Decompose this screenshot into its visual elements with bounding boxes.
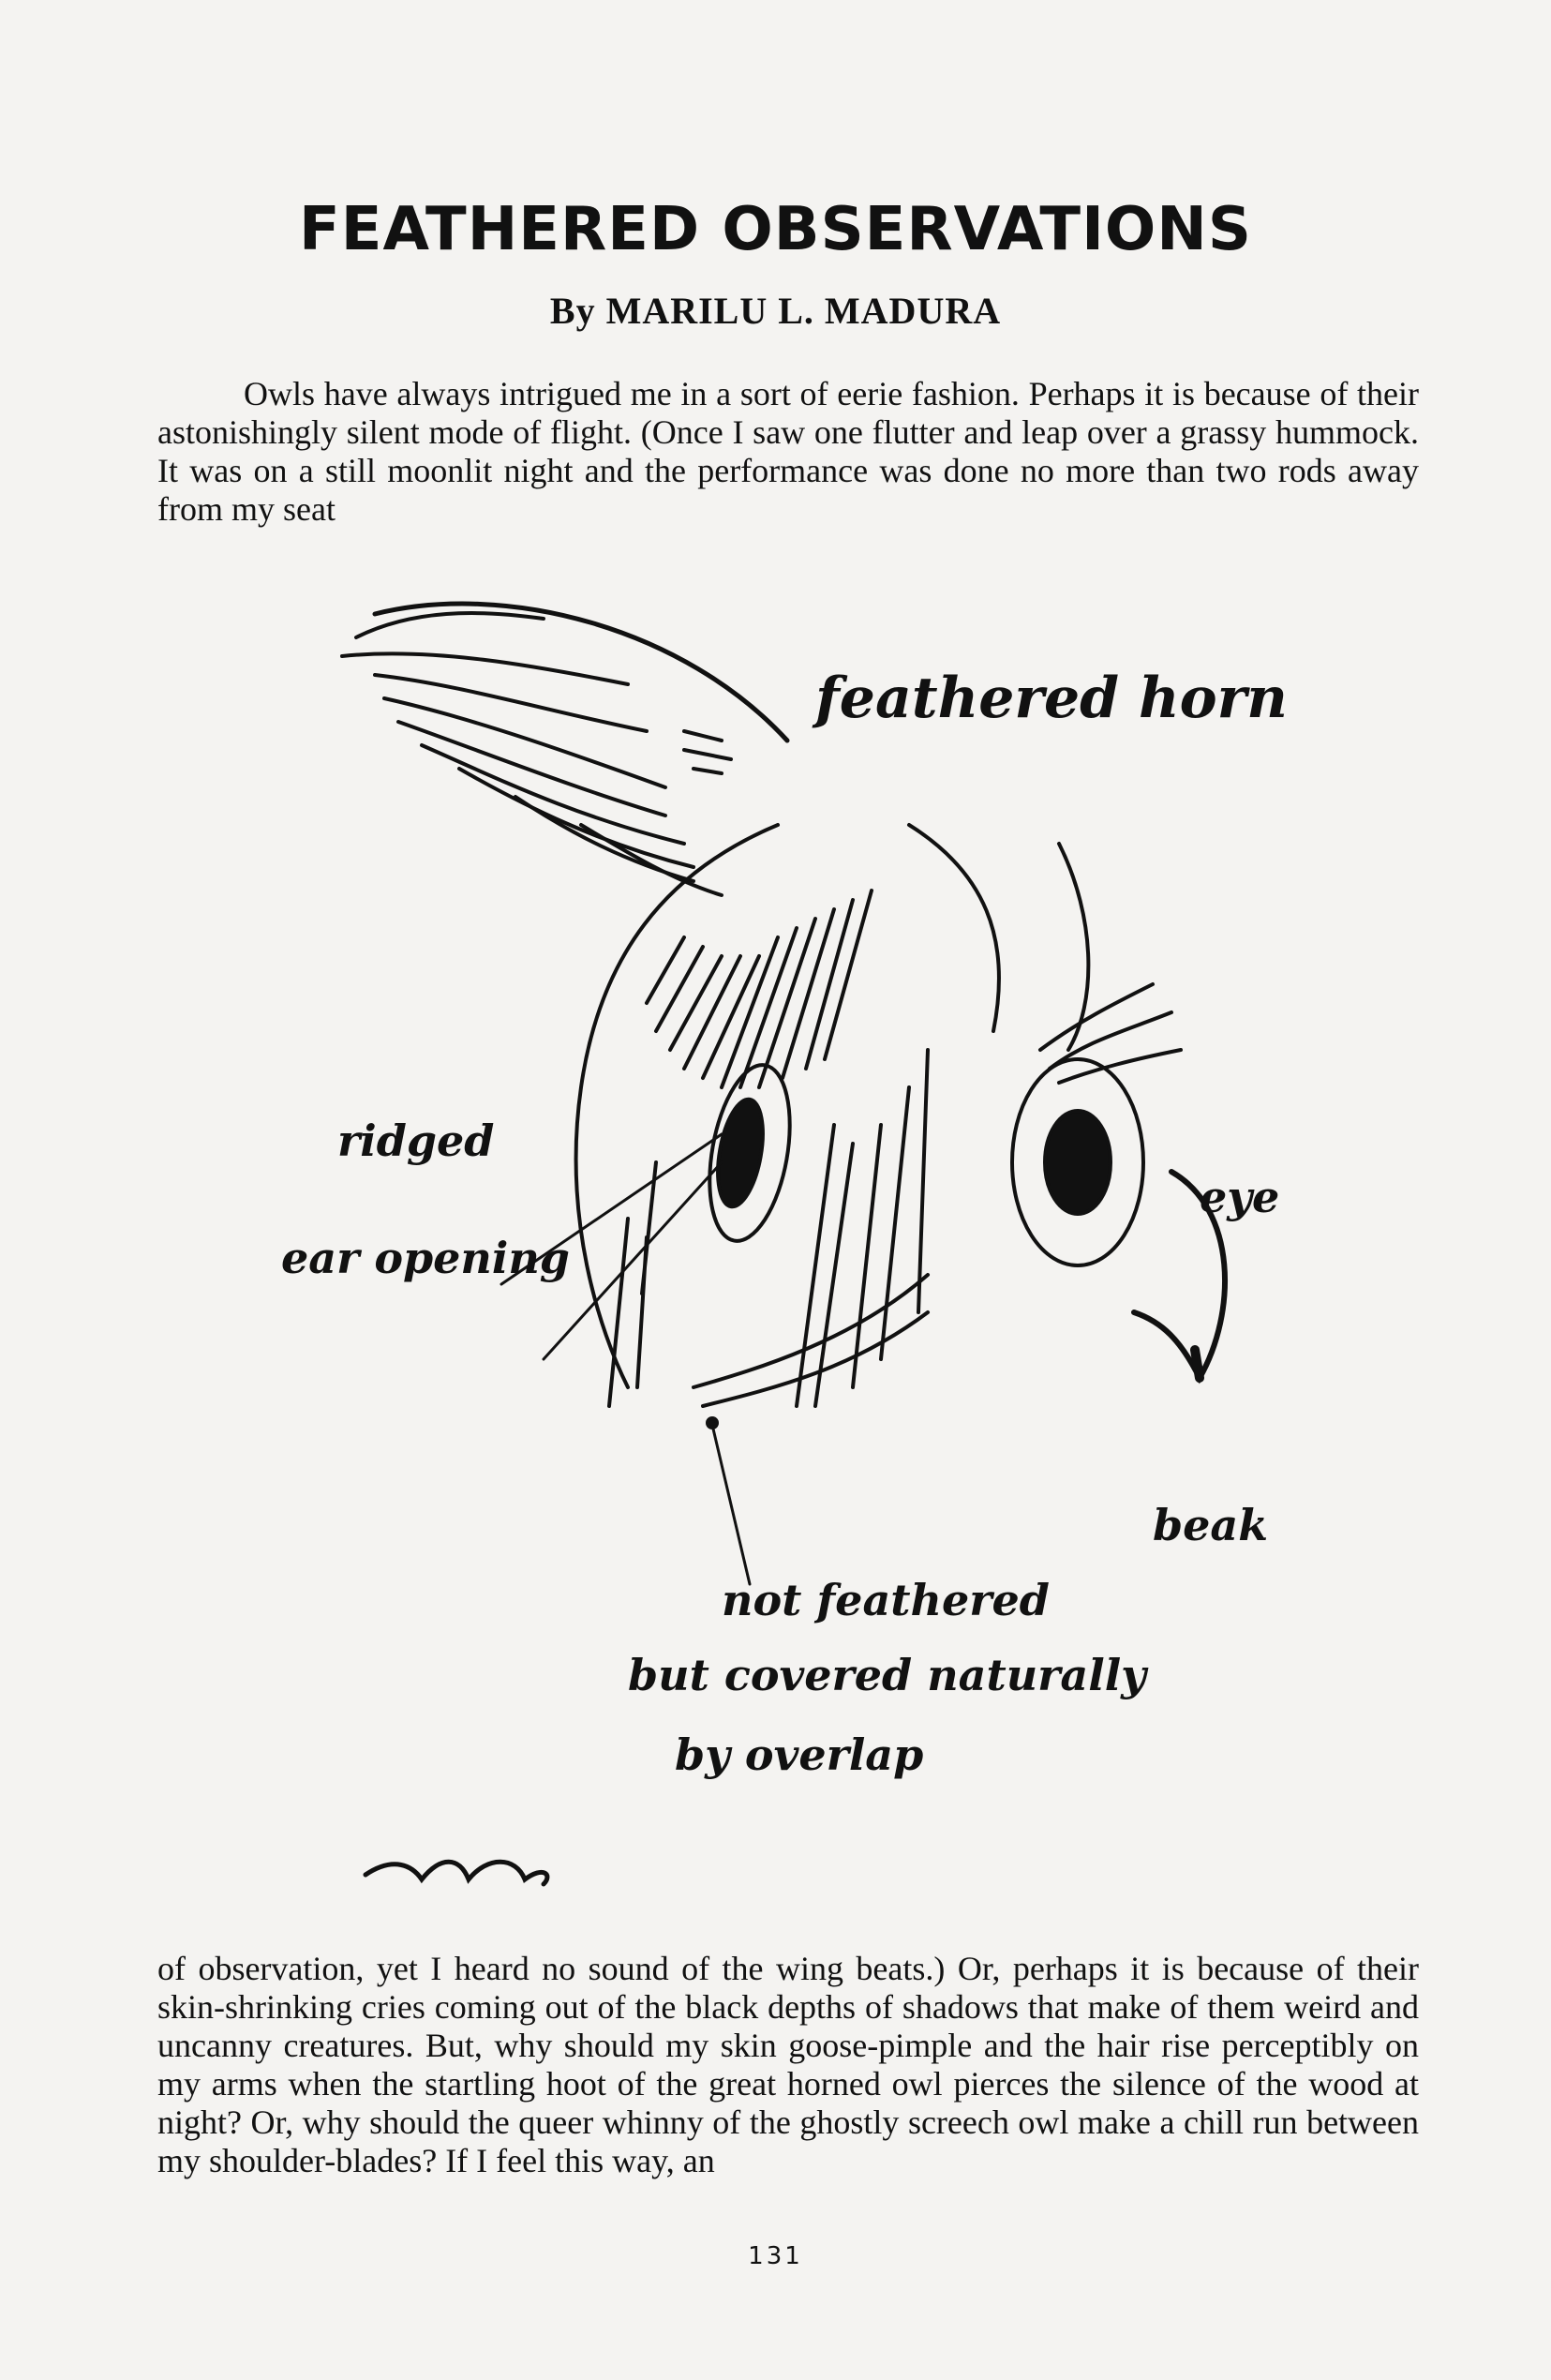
paragraph-1: Owls have always intrigued me in a sort of eerie fashion. Perhaps it is because of their astonishingly silent mode of flight. (Once I saw one flutter and leap over a grassy hummock. It was on a still moonlit night and the performance was done no more than two rods away from my seat <box>157 375 1419 528</box>
label-ridged: ridged <box>337 1115 495 1166</box>
label-feathered-horn: feathered horn <box>815 666 1288 731</box>
label-covered-naturally: but covered naturally <box>628 1650 1146 1700</box>
owl-illustration <box>272 562 1350 1912</box>
label-by-overlap: by overlap <box>675 1729 924 1780</box>
article-byline: By MARILU L. MADURA <box>549 290 1002 332</box>
paragraph-2: of observation, yet I heard no sound of the wing beats.) Or, perhaps it is because of their skin-shrinking cries coming out of the black depths of shadows that make of them weird and uncanny creatures. But, why should my skin goose-pimple and the hair rise perceptibly on my arms when the startling hoot of the great horned owl pierces the silence of the wood at night? Or, why should the queer whinny of the ghostly screech owl make a chill run between my shoulder-blades? If I feel this way, an <box>157 1950 1419 2179</box>
owl-head-drawing <box>365 825 1225 1884</box>
label-eye: eye <box>1200 1172 1280 1222</box>
feathered-horn-drawing <box>342 604 787 895</box>
article-title: FEATHERED OBSERVATIONS <box>299 195 1252 264</box>
label-not-feathered: not feathered <box>722 1575 1050 1625</box>
label-ear-opening: ear opening <box>281 1233 570 1283</box>
page-number: 131 <box>748 2242 803 2270</box>
label-beak: beak <box>1153 1500 1269 1550</box>
